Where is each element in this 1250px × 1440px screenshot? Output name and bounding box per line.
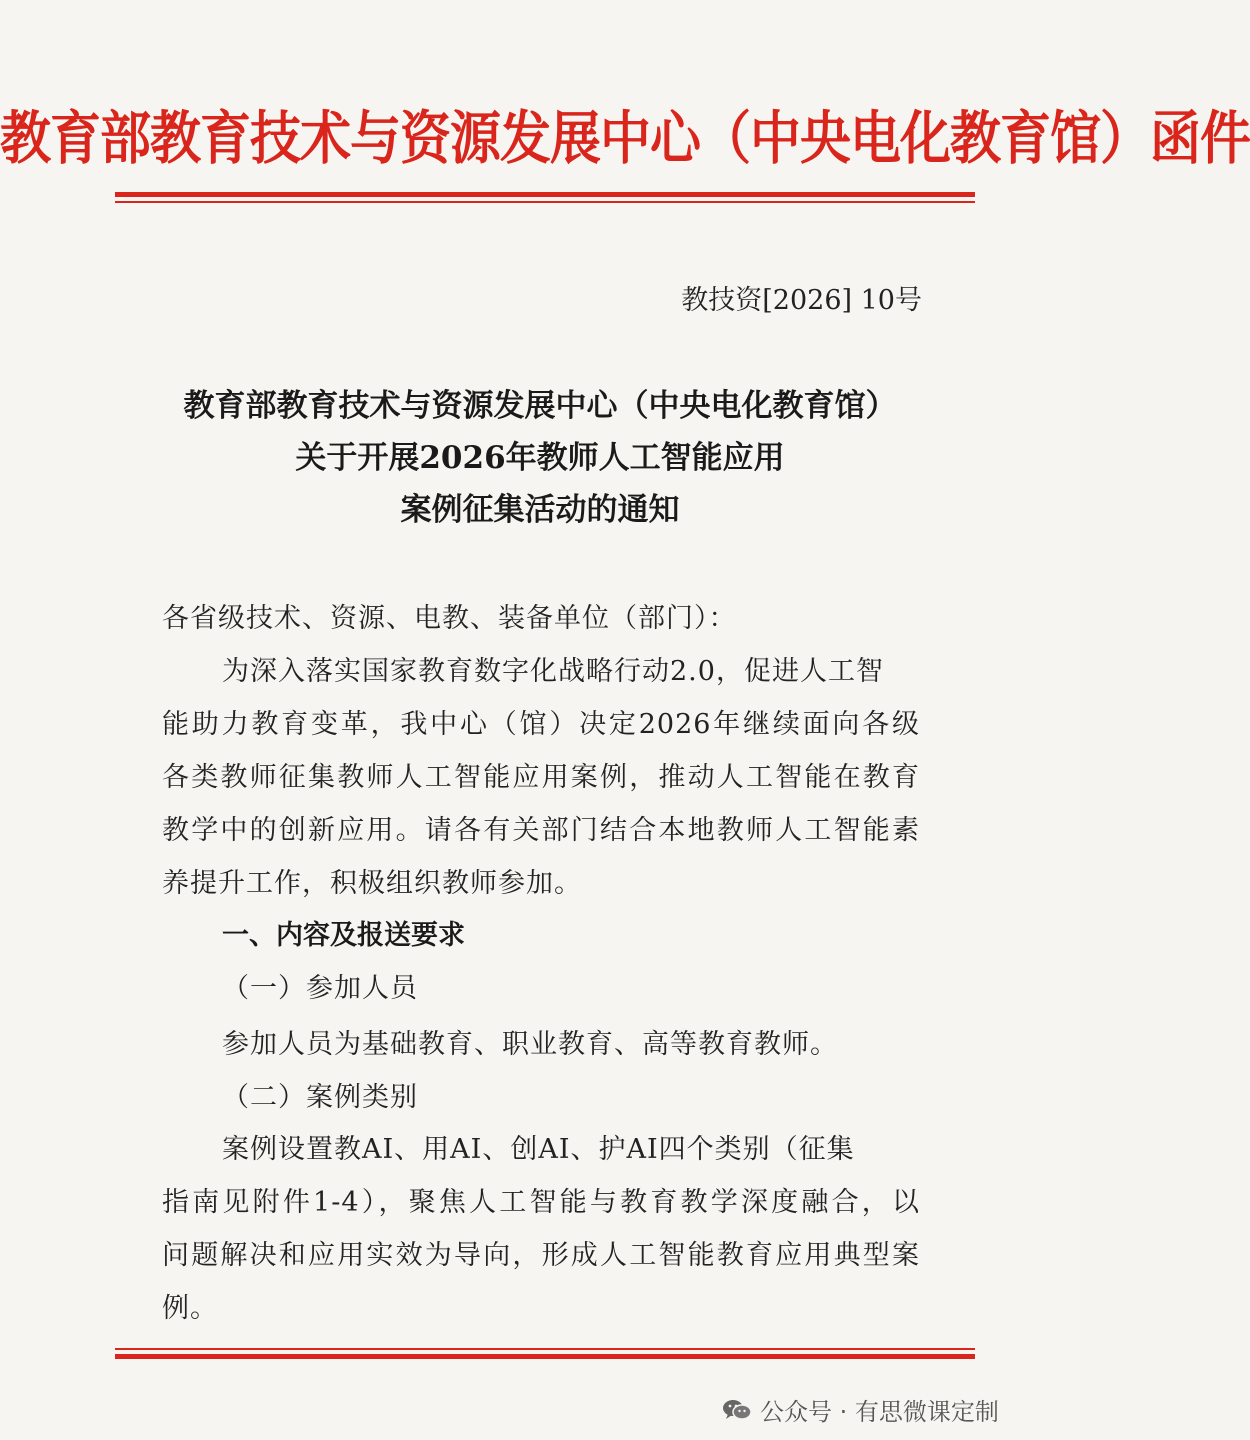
paragraph-1-line: 为深入落实国家教育数字化战略行动2.0，促进人工智 [222, 656, 884, 687]
section-1-heading: 一、内容及报送要求 [222, 920, 465, 951]
paragraph-1-line: 养提升工作，积极组织教师参加。 [162, 868, 582, 899]
letterhead-title: 教育部教育技术与资源发展中心（中央电化教育馆）函件 [0, 105, 1250, 173]
salutation: 各省级技术、资源、电教、装备单位（部门）： [162, 603, 737, 634]
paragraph-2-line: 案例设置教AI、用AI、创AI、护AI四个类别（征集 [222, 1134, 855, 1165]
account-label: 公众号 · 有思微课定制 [760, 1398, 999, 1426]
document-number: 教技资[2026] 10号 [681, 285, 922, 316]
paragraph-2-line: 例。 [162, 1293, 218, 1324]
footer-rule-thin [115, 1348, 975, 1350]
account-watermark [722, 1392, 999, 1427]
wechat-icon [722, 1398, 752, 1422]
footer-rule-thick [115, 1354, 975, 1359]
paragraph-1-line: 教学中的创新应用。请各有关部门结合本地教师人工智能素 [162, 815, 920, 846]
paragraph-2-line: 问题解决和应用实效为导向，形成人工智能教育应用典型案 [162, 1240, 920, 1271]
letterhead-rule-thick [115, 192, 975, 197]
subsection-1-text: 参加人员为基础教育、职业教育、高等教育教师。 [222, 1029, 838, 1060]
title-line-1: 教育部教育技术与资源发展中心（中央电化教育馆） [183, 388, 897, 424]
letterhead-rule-thin [115, 201, 975, 203]
subsection-1-heading: （一）参加人员 [222, 973, 418, 1004]
paragraph-1-line: 各类教师征集教师人工智能应用案例，推动人工智能在教育 [162, 762, 920, 793]
title-line-2: 关于开展2026年教师人工智能应用 [295, 440, 785, 476]
paragraph-2-line: 指南见附件1-4），聚焦人工智能与教育教学深度融合，以 [162, 1187, 920, 1218]
title-line-3: 案例征集活动的通知 [400, 492, 680, 528]
subsection-2-heading: （二）案例类别 [222, 1082, 418, 1113]
paragraph-1-line: 能助力教育变革，我中心（馆）决定2026年继续面向各级 [162, 709, 920, 740]
